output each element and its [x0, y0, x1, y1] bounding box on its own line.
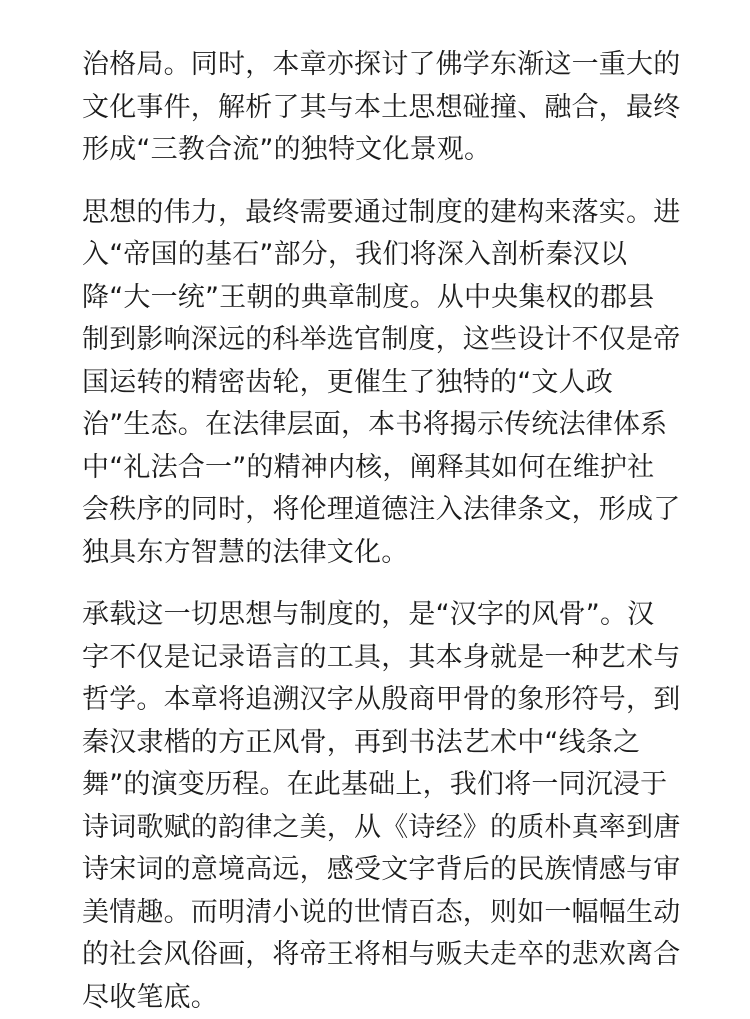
text-line: 秦汉隶楷的方正风骨，再到书法艺术中“线条之 [82, 722, 670, 765]
text-line: 治”生态。在法律层面，本书将揭示传统法律体系 [82, 404, 670, 447]
text-line: 哲学。本章将追溯汉字从殷商甲骨的象形符号，到 [82, 679, 670, 722]
text-line: 美情趣。而明清小说的世情百态，则如一幅幅生动 [82, 892, 670, 935]
text-line: 诗词歌赋的韵律之美，从《诗经》的质朴真率到唐 [82, 807, 670, 850]
text-line: 入“帝国的基石”部分，我们将深入剖析秦汉以 [82, 234, 670, 277]
paragraph-2 [82, 192, 670, 575]
text-line: 独具东方智慧的法律文化。 [82, 532, 670, 575]
text-line: 中“礼法合一”的精神内核，阐释其如何在维护社 [82, 447, 670, 490]
paragraph-1 [82, 44, 670, 172]
text-line: 承载这一切思想与制度的，是“汉字的风骨”。汉 [82, 594, 670, 637]
text-line: 尽收笔底。 [82, 977, 670, 1019]
text-line: 舞”的演变历程。在此基础上，我们将一同沉浸于 [82, 764, 670, 807]
text-line: 诗宋词的意境高远，感受文字背后的民族情感与审 [82, 849, 670, 892]
text-line: 治格局。同时，本章亦探讨了佛学东渐这一重大的 [82, 44, 670, 87]
text-line: 思想的伟力，最终需要通过制度的建构来落实。进 [82, 192, 670, 235]
text-line: 形成“三教合流”的独特文化景观。 [82, 129, 670, 172]
text-line: 制到影响深远的科举选官制度，这些设计不仅是帝 [82, 319, 670, 362]
text-line: 文化事件，解析了其与本土思想碰撞、融合，最终 [82, 87, 670, 130]
text-line: 国运转的精密齿轮，更催生了独特的“文人政 [82, 362, 670, 405]
text-line: 降“大一统”王朝的典章制度。从中央集权的郡县 [82, 277, 670, 320]
text-line: 字不仅是记录语言的工具，其本身就是一种艺术与 [82, 637, 670, 680]
text-line: 的社会风俗画，将帝王将相与贩夫走卒的悲欢离合 [82, 934, 670, 977]
paragraph-3 [82, 594, 670, 1019]
text-line: 会秩序的同时，将伦理道德注入法律条文，形成了 [82, 489, 670, 532]
